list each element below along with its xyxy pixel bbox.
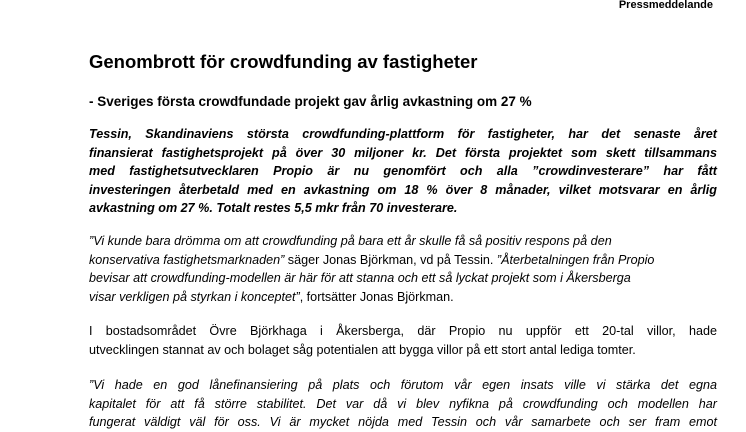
quote-fragment: ”Återbetalningen från Propio	[496, 252, 655, 267]
lead-paragraph	[89, 125, 717, 218]
body-line: I bostadsområdet Övre Björkhaga i Åkersberga, där Propio nu uppför ett 20-tal villor, hade	[89, 324, 717, 338]
quote-line: fungerat väldigt väl för oss. Vi är mycket nöjda med Tessin och vår samarbete och ser fram emot	[89, 415, 717, 430]
lead-line: investeringen återbetald med en avkastning om 18 % över 8 månader, vilket motsvarar en årlig	[89, 182, 717, 197]
press-release-label: Pressmeddelande	[618, 0, 713, 11]
lead-line: Tessin, Skandinaviens största crowdfunding-plattform för fastigheter, har det senaste året	[89, 127, 717, 141]
body-line: utvecklingen stannat av och bolaget såg potentialen att bygga villor på ett stort antal lediga tomter.	[89, 342, 636, 357]
headline: Genombrott för crowdfunding av fastigheter	[89, 51, 478, 72]
quote-line: kapitalet för att få större stabilitet. Det var då vi blev nyfikna på crowdfunding och modellen har	[89, 396, 717, 411]
subheadline: - Sveriges första crowdfundade projekt gav årlig avkastning om 27 %	[89, 94, 532, 109]
lead-line: avkastning om 27 %. Totalt restes 5,5 mkr från 70 investerare.	[89, 201, 458, 216]
quote-line: bevisar att crowdfunding-modellen är här för att stanna och ett så lyckat projekt som i Åkersberga	[89, 271, 631, 286]
quote-line	[89, 251, 717, 270]
quote-paragraph	[89, 232, 717, 306]
lead-line: med fastighetsutvecklaren Propio är nu genomfört och alla ”crowdinvesterare” har fått	[89, 164, 717, 179]
body-paragraph	[89, 322, 717, 359]
quote-line	[89, 288, 717, 307]
attribution-text: säger Jonas Björkman, vd på Tessin.	[284, 252, 497, 267]
quote-fragment: konservativa fastighetsmarknaden”	[89, 252, 285, 267]
quote-line: ”Vi kunde bara drömma om att crowdfunding på bara ett år skulle få så positiv respons på den	[89, 234, 612, 248]
attribution-text: , fortsätter Jonas Björkman.	[299, 289, 454, 304]
lead-line: finansierat fastighetsprojekt på över 30 miljoner kr. Det första projektet som skett tillsammans	[89, 145, 717, 160]
quote-line: ”Vi hade en god lånefinansiering på plats och förutom vår egen insats ville vi stärka det egna	[89, 378, 717, 392]
quote-fragment: visar verkligen på styrkan i konceptet”	[89, 289, 300, 304]
quote-paragraph-2	[89, 376, 717, 432]
